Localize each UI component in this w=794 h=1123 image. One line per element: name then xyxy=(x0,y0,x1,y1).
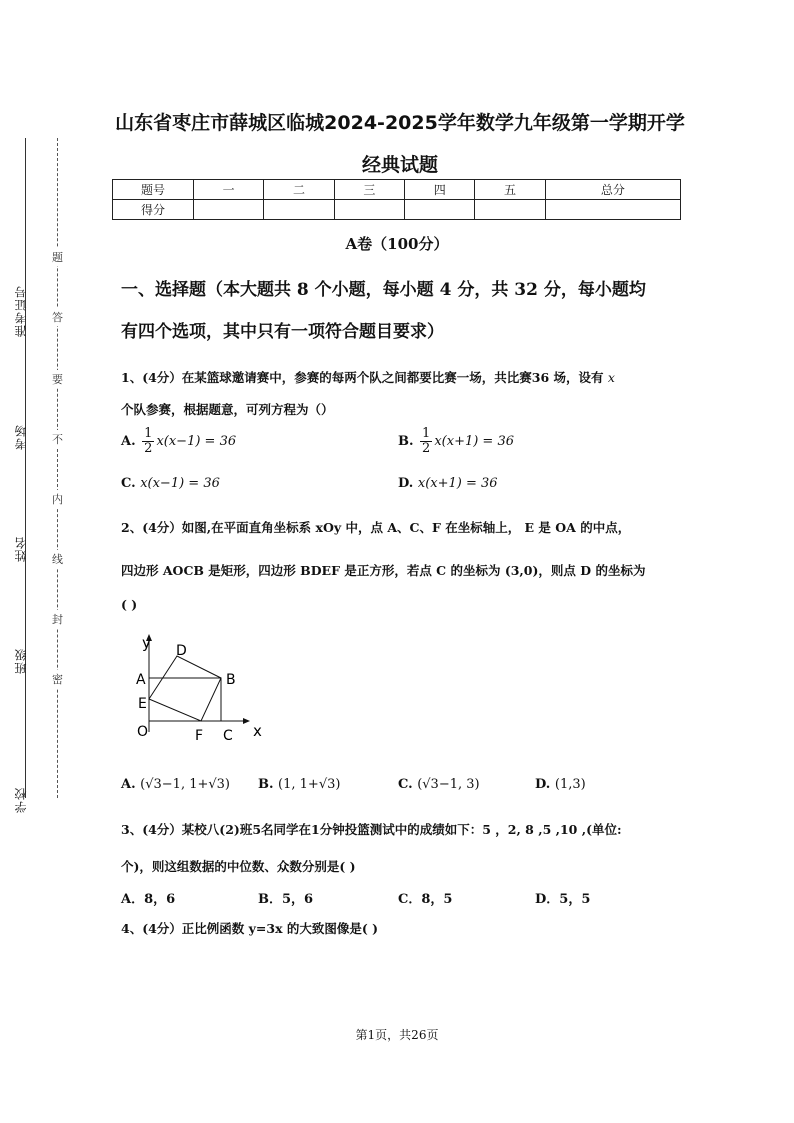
label-O: O xyxy=(137,724,149,740)
score-table xyxy=(112,179,681,220)
sidebar-label-name: 姓名 xyxy=(14,536,28,562)
sidebar-label-class: 班级 xyxy=(14,648,28,674)
option-expr: x(x−1) = 36 xyxy=(140,476,220,491)
q1-stem-line1 xyxy=(121,368,615,386)
option-expr: (1, 1+√3) xyxy=(278,777,341,792)
sidebar-label-school: 学校 xyxy=(14,787,28,813)
option-letter: A. xyxy=(121,777,136,792)
option-expr: (√3−1, 3) xyxy=(417,777,480,792)
frac-num: 1 xyxy=(144,426,153,441)
score-header-cell: 四 xyxy=(405,180,475,200)
q4-stem-line1: 4、(4分）正比例函数 y=3x 的大致图像是( ) xyxy=(121,921,379,936)
seal-char: 答 xyxy=(52,308,63,326)
q2-option-a[interactable] xyxy=(121,777,230,792)
q3-stem-line1: 3、(4分）某校八(2)班5名同学在1分钟投篮测试中的成绩如下：5 ，2, 8 ,5 ,10 ,(单位: xyxy=(121,822,622,837)
q1-stem-line2: 个队参赛，根据题意，可列方程为（） xyxy=(121,402,334,417)
label-E: E xyxy=(138,696,147,712)
seal-char: 线 xyxy=(52,550,63,568)
q1-option-b[interactable] xyxy=(398,427,514,456)
section1-heading-line2: 有四个选项，其中只有一项符合题目要求） xyxy=(121,322,444,342)
option-expr: x(x−1) = 36 xyxy=(156,434,237,449)
score-table-header-row xyxy=(113,180,681,200)
seal-char: 封 xyxy=(52,610,63,628)
q1-text: 1、(4分）在某篮球邀请赛中，参赛的每两个队之间都要比赛一场，共比赛36 场，设有 xyxy=(121,370,604,385)
seal-char: 不 xyxy=(52,430,63,448)
option-letter: D. xyxy=(398,476,414,491)
q2-stem-line1: 2、(4分）如图,在平面直角坐标系 xOy 中，点 A、C、F 在坐标轴上， E 是 OA 的中点， xyxy=(121,520,631,535)
page-title-line1: 山东省枣庄市薛城区临城2024-2025学年数学九年级第一学期开学 xyxy=(115,112,685,134)
score-cell xyxy=(194,200,264,220)
page-footer: 第1页，共26页 xyxy=(355,1028,439,1042)
label-D: D xyxy=(176,643,187,659)
q2-option-d[interactable] xyxy=(535,777,586,792)
q2-option-b[interactable] xyxy=(258,777,340,792)
score-header-cell: 三 xyxy=(334,180,404,200)
seal-char: 要 xyxy=(52,370,63,388)
frac-num: 1 xyxy=(422,426,431,441)
q3-option-b[interactable]: B．5，6 xyxy=(258,892,314,907)
option-expr: (1,3) xyxy=(554,777,586,792)
q2-option-c[interactable] xyxy=(398,777,480,792)
square-BDEF xyxy=(149,656,221,721)
score-cell xyxy=(475,200,545,220)
label-x: x xyxy=(253,722,262,740)
option-letter: A. xyxy=(121,434,136,449)
label-F: F xyxy=(195,728,204,744)
frac-den: 2 xyxy=(422,441,431,456)
section-a-heading: A卷（100分） xyxy=(345,235,449,253)
score-header-cell: 题号 xyxy=(113,180,194,200)
section1-heading-line1: 一、选择题（本大题共 8 个小题，每小题 4 分，共 32 分，每小题均 xyxy=(121,280,646,300)
option-letter: B. xyxy=(258,777,274,792)
option-expr: (√3−1, 1+√3) xyxy=(140,777,231,792)
score-cell xyxy=(334,200,404,220)
option-expr: x(x+1) = 36 xyxy=(434,434,514,449)
score-table-score-row xyxy=(113,200,681,220)
option-letter: B. xyxy=(398,434,414,449)
seal-char: 题 xyxy=(52,248,63,266)
q1-option-c[interactable] xyxy=(121,476,220,491)
fraction xyxy=(142,427,154,456)
sidebar-label-room: 考场 xyxy=(14,424,28,450)
q2-stem-line2: 四边形 AOCB 是矩形，四边形 BDEF 是正方形，若点 C 的坐标为 (3,0)，则点 D 的坐标为 xyxy=(121,563,646,578)
seal-char: 内 xyxy=(52,490,63,508)
score-header-cell: 五 xyxy=(475,180,545,200)
q2-figure xyxy=(128,632,278,747)
label-B: B xyxy=(226,672,236,688)
label-C: C xyxy=(223,728,233,744)
score-header-cell: 一 xyxy=(194,180,264,200)
q1-option-a[interactable] xyxy=(121,427,236,456)
score-cell xyxy=(545,200,680,220)
frac-den: 2 xyxy=(144,441,153,456)
score-cell xyxy=(264,200,334,220)
q1-var: x xyxy=(607,370,615,385)
fraction xyxy=(420,427,432,456)
option-expr: x(x+1) = 36 xyxy=(417,476,498,491)
q3-stem-line2: 个)，则这组数据的中位数、众数分别是( ) xyxy=(121,859,356,874)
q1-option-d[interactable] xyxy=(398,476,498,491)
label-y: y xyxy=(142,634,151,652)
score-header-cell: 二 xyxy=(264,180,334,200)
option-letter: C. xyxy=(121,476,136,491)
q3-option-c[interactable]: C．8，5 xyxy=(398,892,453,907)
x-axis-arrow xyxy=(243,718,250,724)
option-letter: D. xyxy=(535,777,551,792)
seal-char: 密 xyxy=(52,670,63,688)
q3-option-a[interactable]: A．8，6 xyxy=(121,892,176,907)
q2-stem-line3: ( ) xyxy=(121,597,138,612)
score-header-cell: 总分 xyxy=(545,180,680,200)
sidebar-label-exam-id: 准考证号 xyxy=(14,285,28,337)
score-cell xyxy=(405,200,475,220)
option-letter: C. xyxy=(398,777,413,792)
page-title-line2: 经典试题 xyxy=(361,154,438,176)
q3-option-d[interactable]: D．5，5 xyxy=(535,892,591,907)
label-A: A xyxy=(136,672,146,688)
score-row-label: 得分 xyxy=(113,200,194,220)
